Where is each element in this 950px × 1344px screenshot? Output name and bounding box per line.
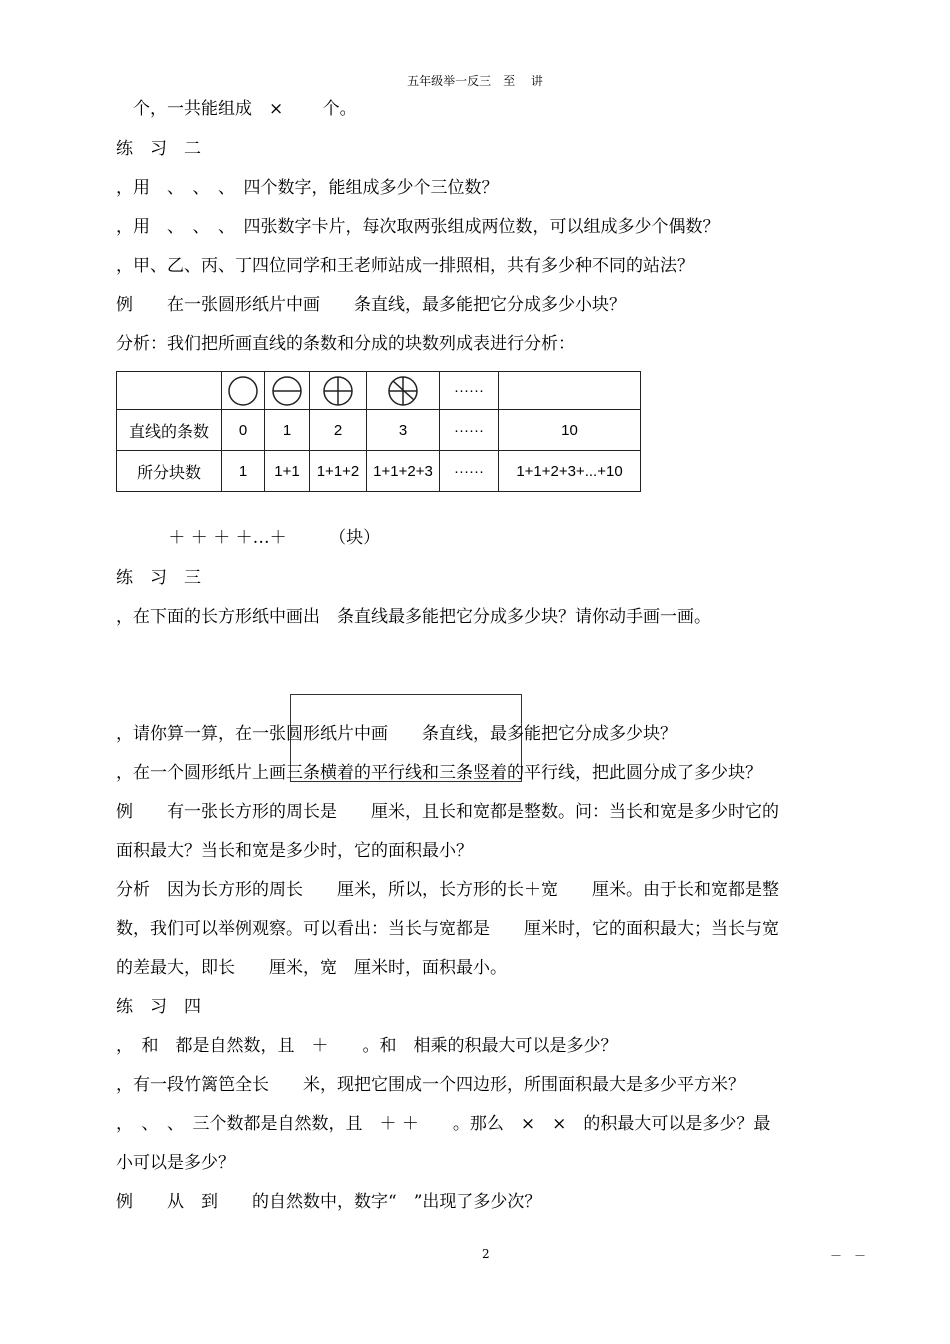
exercise-line: ，用 、 、 、 四张数字卡片，每次取两张组成两位数，可以组成多少个偶数？ xyxy=(116,217,720,237)
table-cell: 1+1+2 xyxy=(310,451,367,492)
section-heading: 练 习 四 xyxy=(116,997,201,1017)
example-line: 面积最大？当长和宽是多少时，它的面积最小？ xyxy=(116,841,473,861)
text-line: 个，一共能组成 × 个。 xyxy=(116,99,357,119)
exercise-line: ，在一个圆形纸片上画三条横着的平行线和三条竖着的平行线，把此圆分成了多少块？ xyxy=(116,763,762,783)
circle-2-lines-icon xyxy=(310,372,367,410)
analysis-line: 的差最大，即长 厘米，宽 厘米时，面积最小。 xyxy=(116,958,507,978)
section-heading: 练 习 二 xyxy=(116,139,201,159)
table-cell: ······ xyxy=(440,451,499,492)
analysis-table xyxy=(116,371,641,492)
circle-1-line-icon xyxy=(265,372,310,410)
exercise-line: ，用 、 、 、 四个数字，能组成多少个三位数？ xyxy=(116,178,499,198)
circle-0-lines-icon xyxy=(222,372,265,410)
table-cell: 1 xyxy=(265,410,310,451)
exercise-line: ， 和 都是自然数，且 ＋ 。和 相乘的积最大可以是多少？ xyxy=(116,1036,618,1056)
row-label-pieces: 所分块数 xyxy=(117,451,222,492)
table-corner-cell xyxy=(117,372,222,410)
page-number: 2 xyxy=(482,1247,490,1261)
circle-3-lines-icon xyxy=(367,372,440,410)
formula-line: ＋ ＋ ＋ ＋…＋ （块） xyxy=(146,528,381,548)
page-header: 五年级举一反三 至 讲 xyxy=(407,74,543,88)
table-cell: 1 xyxy=(222,451,265,492)
table-cell: 1+1 xyxy=(265,451,310,492)
table-cell: 0 xyxy=(222,410,265,451)
analysis-line: 分析：我们把所画直线的条数和分成的块数列成表进行分析： xyxy=(116,334,575,354)
ellipsis-cell: ······ xyxy=(440,372,499,410)
table-cell: 1+1+2+3+...+10 xyxy=(499,451,641,492)
analysis-line: 数，我们可以举例观察。可以看出：当长与宽都是 厘米时，它的面积最大；当长与宽 xyxy=(116,919,779,939)
table-cell: 2 xyxy=(310,410,367,451)
exercise-line: ，在下面的长方形纸中画出 条直线最多能把它分成多少块？请你动手画一画。 xyxy=(116,607,711,627)
exercise-line: 小可以是多少？ xyxy=(116,1153,235,1173)
row-label-lines: 直线的条数 xyxy=(117,410,222,451)
exercise-line: ，有一段竹篱笆全长 米，现把它围成一个四边形，所围面积最大是多少平方米？ xyxy=(116,1075,745,1095)
table-cell: 3 xyxy=(367,410,440,451)
exercise-line: ， 、 、 三个数都是自然数，且 ＋ ＋ 。那么 × × 的积最大可以是多少？最 xyxy=(116,1114,771,1134)
exercise-line: ，请你算一算，在一张圆形纸片中画 条直线，最多能把它分成多少块？ xyxy=(116,724,677,744)
table-empty-cell xyxy=(499,372,641,410)
exercise-line: ，甲、乙、丙、丁四位同学和王老师站成一排照相，共有多少种不同的站法？ xyxy=(116,256,694,276)
example-line: 例 在一张圆形纸片中画 条直线，最多能把它分成多少小块？ xyxy=(116,295,626,315)
table-cell: 10 xyxy=(499,410,641,451)
table-cell: ······ xyxy=(440,410,499,451)
table-cell: 1+1+2+3 xyxy=(367,451,440,492)
example-line: 例 从 到 的自然数中，数字“ ”出现了多少次？ xyxy=(116,1192,542,1212)
footer-dash: － － xyxy=(830,1249,867,1263)
example-line: 例 有一张长方形的周长是 厘米，且长和宽都是整数。问：当长和宽是多少时它的 xyxy=(116,802,779,822)
section-heading: 练 习 三 xyxy=(116,568,201,588)
analysis-line: 分析 因为长方形的周长 厘米，所以，长方形的长＋宽 厘米。由于长和宽都是整 xyxy=(116,880,779,900)
